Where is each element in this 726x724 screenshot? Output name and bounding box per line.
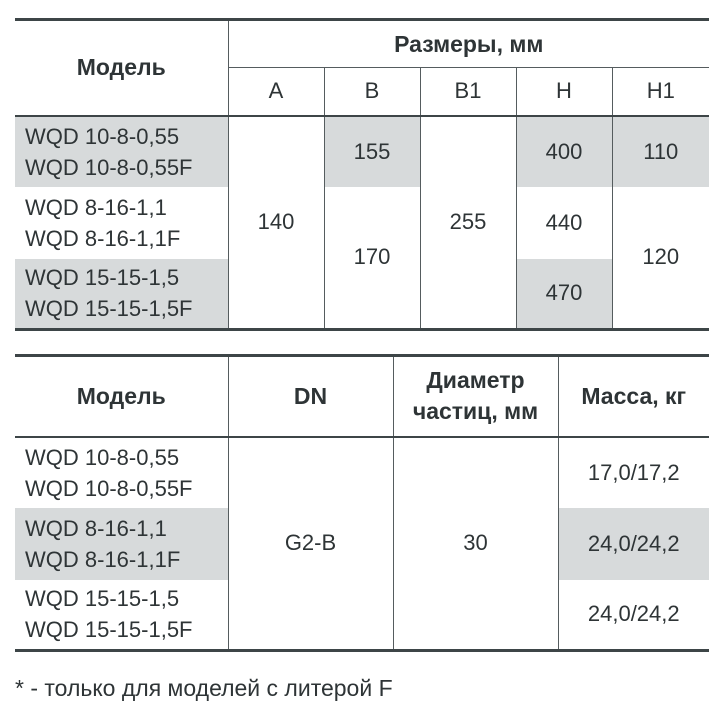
table-row-model <box>15 187 228 259</box>
model-name: WQD 10-8-0,55 <box>25 444 180 470</box>
dn-value: G2-B <box>228 437 393 651</box>
mass-header: Масса, кг <box>558 356 709 437</box>
table-row-model <box>15 437 228 508</box>
model-name-variant: WQD 8-16-1,1F <box>25 225 181 251</box>
column-header-h: H <box>516 68 612 116</box>
model-name-variant: WQD 10-8-0,55F <box>25 154 193 180</box>
model-name-variant: WQD 15-15-1,5F <box>25 617 193 643</box>
model-name-variant: WQD 10-8-0,55F <box>25 475 193 501</box>
value-h: 470 <box>516 259 612 330</box>
sizes-header: Размеры, мм <box>228 20 709 68</box>
mass-value: 24,0/24,2 <box>558 508 709 580</box>
value-h1: 110 <box>612 116 709 187</box>
column-header-b: B <box>324 68 420 116</box>
value-h1: 120 <box>612 187 709 330</box>
model-header: Модель <box>15 356 228 437</box>
model-name-variant: WQD 8-16-1,1F <box>25 546 181 572</box>
column-header-b1: B1 <box>420 68 516 116</box>
dimensions-table <box>15 18 709 331</box>
model-name: WQD 10-8-0,55 <box>25 123 180 149</box>
model-name: WQD 15-15-1,5 <box>25 586 180 612</box>
footnote: * - только для моделей с литерой F <box>15 675 393 701</box>
value-a: 140 <box>228 116 324 330</box>
value-b1: 255 <box>420 116 516 330</box>
model-name: WQD 15-15-1,5 <box>25 265 180 291</box>
column-header-h1: H1 <box>612 68 709 116</box>
table-row-model <box>15 508 228 580</box>
model-header: Модель <box>15 20 228 116</box>
specs-table <box>15 354 709 652</box>
value-h: 440 <box>516 187 612 259</box>
model-name: WQD 8-16-1,1 <box>25 194 167 220</box>
mass-value: 24,0/24,2 <box>558 580 709 651</box>
table-row-model <box>15 259 228 330</box>
model-name: WQD 8-16-1,1 <box>25 515 167 541</box>
diameter-header-line1: Диаметр <box>426 367 525 394</box>
value-h: 400 <box>516 116 612 187</box>
model-name-variant: WQD 15-15-1,5F <box>25 296 193 322</box>
column-header-a: A <box>228 68 324 116</box>
mass-value: 17,0/17,2 <box>558 437 709 508</box>
value-b: 170 <box>324 187 420 330</box>
table-row-model <box>15 580 228 651</box>
dn-header: DN <box>228 356 393 437</box>
value-b: 155 <box>324 116 420 187</box>
diameter-header-line2: частиц, мм <box>412 398 539 425</box>
diameter-value: 30 <box>393 437 558 651</box>
table-row-model <box>15 116 228 187</box>
diameter-header <box>393 356 558 437</box>
